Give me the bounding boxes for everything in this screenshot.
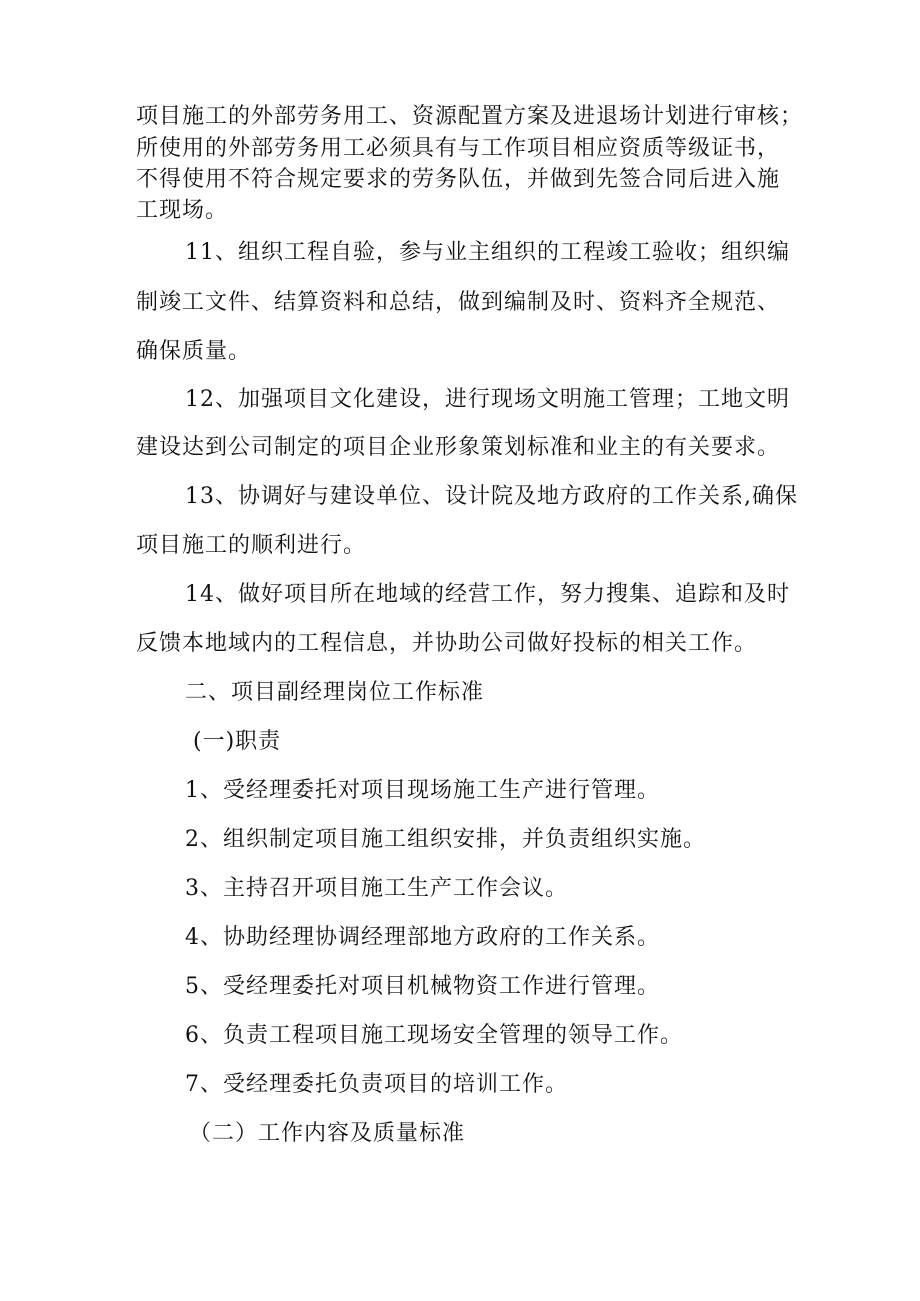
text-line: 建设达到公司制定的项目企业形象策划标准和业主的有关要求。 (136, 435, 781, 460)
list-item: 6、负责工程项目施工现场安全管理的领导工作。 (185, 1023, 683, 1048)
text-line: 所使用的外部劳务用工必须具有与工作项目相应资质等级证书， (136, 136, 781, 161)
list-item: 2、组织制定项目施工组织安排，并负责组织实施。 (185, 827, 706, 852)
list-item: 4、协助经理协调经理部地方政府的工作关系。 (185, 925, 660, 950)
section-heading: 二、项目副经理岗位工作标准 (185, 680, 485, 705)
text-line: 13、协调好与建设单位、设计院及地方政府的工作关系,确保 (185, 484, 798, 509)
list-item: 3、主持召开项目施工生产工作会议。 (185, 876, 568, 901)
subsection-heading-duties: (一)职责 (193, 729, 282, 754)
text-line: 制竣工文件、结算资料和总结，做到编制及时、资料齐全规范、 (136, 290, 781, 315)
list-item: 1、受经理委托对项目现场施工生产进行管理。 (185, 778, 660, 803)
text-line: 不得使用不符合规定要求的劳务队伍，并做到先签合同后进入施 (136, 167, 781, 192)
text-line: 工现场。 (136, 198, 229, 223)
text-line: 项目施工的顺利进行。 (136, 533, 367, 558)
text-line: 11、组织工程自验，参与业主组织的工程竣工验收；组织编 (185, 240, 790, 265)
list-item: 7、受经理委托负责项目的培训工作。 (185, 1072, 568, 1097)
text-line: 反馈本地域内的工程信息，并协助公司做好投标的相关工作。 (136, 631, 758, 656)
list-item: 5、受经理委托对项目机械物资工作进行管理。 (185, 974, 660, 999)
text-line: 14、做好项目所在地域的经营工作，努力搜集、追踪和及时 (185, 582, 790, 607)
text-line: 项目施工的外部劳务用工、资源配置方案及进退场计划进行审核； (136, 104, 804, 129)
text-line: 确保质量。 (136, 339, 252, 364)
subsection-heading-work-content: （二）工作内容及质量标准 (189, 1121, 466, 1146)
text-line: 12、加强项目文化建设，进行现场文明施工管理；工地文明 (185, 387, 790, 412)
